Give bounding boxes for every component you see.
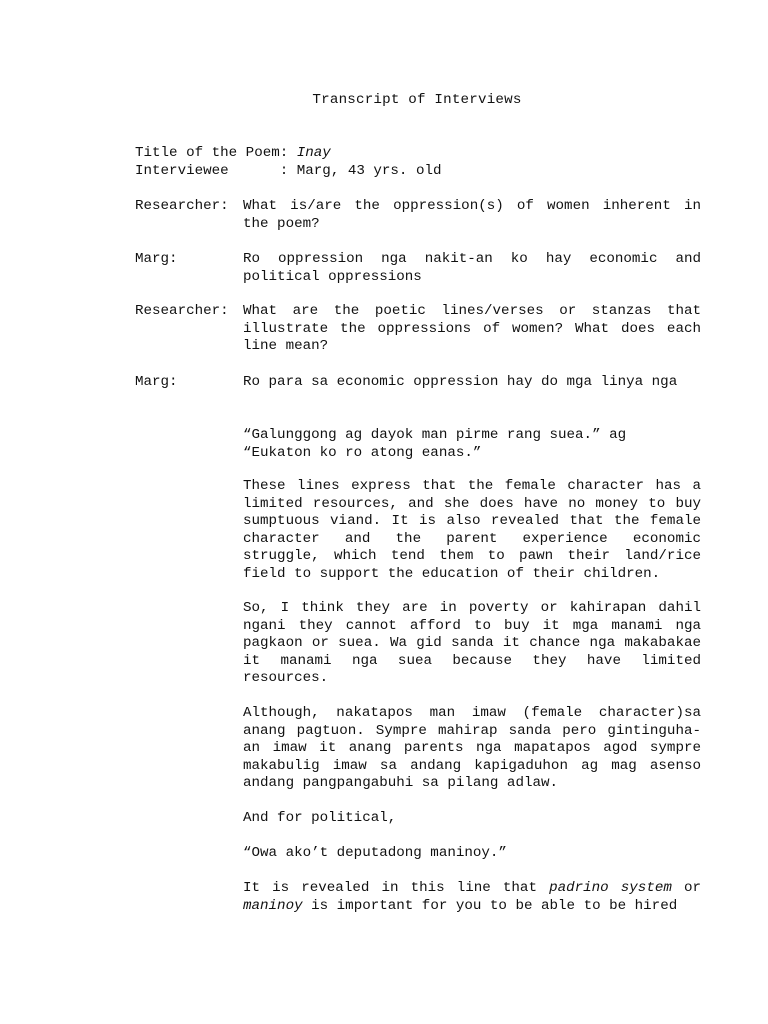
poem-title-label: Title of the Poem:	[135, 145, 289, 161]
interviewee-row	[135, 163, 442, 181]
text-run: or	[671, 880, 701, 896]
exchange-3	[135, 303, 701, 356]
paragraph: So, I think they are in poverty or kahirapan dahil ngani they cannot afford to buy it mga manami nga pagkaon or suea. Wa gid sanda it chance nga makabakae it manami nga suea because they have limited resources.	[243, 600, 701, 686]
poem-quote-economic	[243, 427, 701, 462]
text-run: It is revealed in this line that	[243, 880, 550, 896]
interviewee-label: Interviewee :	[135, 162, 289, 179]
paragraph: Although, nakatapos man imaw (female character)sa anang pagtuon. Sympre mahirap sanda pero gintinguha-an imaw it anang parents nga mapatapos agod sympre makabulig imaw sa andang kapigaduhon ag mag asenso andang pangpangabuhi sa pilang adlaw.	[243, 705, 701, 791]
exchange-text: What is/are the oppression(s) of women inherent in the poem?	[243, 198, 701, 232]
poem-title: Inay	[296, 145, 331, 161]
quote-line: “Eukaton ko ro atong eanas.”	[243, 444, 482, 461]
quote-line: “Galunggong ag dayok man pirme rang suea.” ag	[243, 427, 627, 443]
speaker-label: Marg:	[135, 374, 178, 390]
exchange-text: Ro para sa economic oppression hay do mga linya nga	[243, 374, 678, 390]
exchange-text: Ro oppression nga nakit-an ko hay economic and political oppressions	[243, 251, 701, 285]
exchange-text: What are the poetic lines/verses or stanzas that illustrate the oppressions of women? What does each line mean?	[243, 303, 701, 354]
page-title: Transcript of Interviews	[312, 92, 522, 108]
text-run: is important for you to be able to be hired	[302, 897, 678, 914]
emphasis-term: maninoy	[243, 897, 303, 914]
exchange-1	[135, 198, 701, 233]
paragraph: And for political,	[243, 810, 397, 826]
interview-meta	[135, 145, 442, 180]
exchange-2	[135, 251, 701, 286]
paragraph-final	[243, 880, 701, 915]
exchange-4	[135, 374, 701, 392]
speaker-label: Researcher:	[135, 198, 229, 214]
poem-quote-political: “Owa ako’t deputadong maninoy.”	[243, 845, 507, 861]
speaker-label: Marg:	[135, 251, 178, 267]
speaker-label: Researcher:	[135, 303, 229, 319]
emphasis-term: padrino system	[549, 880, 672, 896]
poem-title-row	[135, 145, 442, 163]
paragraph: These lines express that the female character has a limited resources, and she does have no money to buy sumptuous viand. It is also revealed that the female character and the parent experience economic struggle, which tend them to pawn their land/rice field to support the education of their children.	[243, 478, 701, 582]
interviewee-value: Marg, 43 yrs. old	[296, 162, 442, 179]
